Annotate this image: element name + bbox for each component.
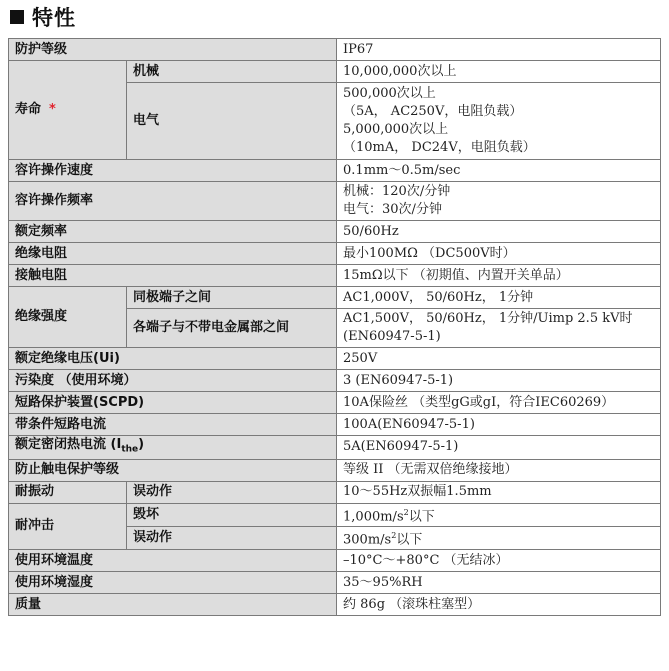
spec-value-shock-destruction [337,503,661,526]
spec-label: 带条件短路电流 [9,414,337,436]
spec-value: 5A(EN60947-5-1) [337,436,661,460]
subscript: the [121,444,139,455]
spec-label-thermal [9,436,337,460]
value-line: （10mA， DC24V，电阻负载） [343,140,536,155]
spec-sublabel: 误动作 [127,526,337,549]
table-row [9,572,661,594]
value-line: 机械：120次/分钟 [343,184,451,199]
spec-sublabel: 各端子与不带电金属部之间 [127,309,337,348]
spec-label: 耐冲击 [9,503,127,550]
table-row [9,160,661,182]
spec-label: 容许操作频率 [9,182,337,221]
spec-label: 额定绝缘电压(Ui) [9,348,337,370]
spec-label: 寿命 [15,102,42,117]
spec-value: 10A保险丝 （类型gG或gI，符合IEC60269） [337,392,661,414]
spec-sublabel: 同极端子之间 [127,287,337,309]
spec-value: 10,000,000次以上 [337,61,661,83]
value-line: 电气：30次/分钟 [343,202,442,217]
spec-value: 等级 II （无需双倍绝缘接地） [337,459,661,481]
spec-value: 最小100MΩ （DC500V时） [337,243,661,265]
table-row [9,348,661,370]
square-bullet-icon [10,10,24,24]
spec-label: 短路保护装置(SCPD) [9,392,337,414]
spec-label-life [9,61,127,160]
value-line: AC1,500V， 50/60Hz， 1分钟/Uimp 2.5 kV时 [343,311,633,326]
spec-value-multiline [337,83,661,160]
spec-label: 绝缘电阻 [9,243,337,265]
spec-value: 15mΩ以下 （初期值、内置开关单品） [337,265,661,287]
superscript: 2 [391,530,397,540]
spec-label: 污染度 （使用环境） [9,370,337,392]
value-end: 以下 [408,508,435,524]
table-row [9,550,661,572]
spec-value: 3 (EN60947-5-1) [337,370,661,392]
table-row [9,182,661,221]
table-row [9,265,661,287]
spec-label: 耐振动 [9,481,127,503]
spec-label: 绝缘强度 [9,287,127,348]
section-heading [8,2,76,32]
spec-value: 50/60Hz [337,221,661,243]
spec-label: 使用环境湿度 [9,572,337,594]
table-row [9,459,661,481]
note-asterisk: * [49,102,56,117]
spec-label: 使用环境温度 [9,550,337,572]
spec-value: 250V [337,348,661,370]
table-row [9,287,661,309]
value-line: （5A， AC250V，电阻负载） [343,104,523,119]
spec-value: 0.1mm～0.5m/sec [337,160,661,182]
spec-label: 防护等级 [9,39,337,61]
value-line: 500,000次以上 [343,86,436,101]
spec-sublabel: 误动作 [127,481,337,503]
spec-label: 额定频率 [9,221,337,243]
superscript: 2 [403,507,409,517]
table-row [9,39,661,61]
spec-value-multiline [337,182,661,221]
spec-value-multiline [337,309,661,348]
spec-label: 接触电阻 [9,265,337,287]
spec-label: 防止触电保护等级 [9,459,337,481]
spec-value: –10°C～+80°C （无结冰） [337,550,661,572]
spec-sublabel: 毁坏 [127,503,337,526]
spec-value: 约 86g （滚珠柱塞型） [337,594,661,616]
spec-label: 质量 [9,594,337,616]
spec-value: 35～95%RH [337,572,661,594]
table-row [9,481,661,503]
spec-value: 100A(EN60947-5-1) [337,414,661,436]
value-end: 以下 [396,532,423,548]
value-main: 1,000m/s [343,508,404,524]
table-row [9,392,661,414]
table-row [9,370,661,392]
spec-sublabel: 电气 [127,83,337,160]
section-title: 特性 [32,6,76,30]
value-line: 5,000,000次以上 [343,122,449,137]
spec-value: IP67 [337,39,661,61]
table-row [9,61,661,83]
table-row [9,503,661,526]
spec-label-end: ) [138,437,145,452]
spec-value: AC1,000V， 50/60Hz， 1分钟 [337,287,661,309]
table-row [9,221,661,243]
spec-label: 额定密闭热电流 (I [15,437,122,452]
table-row [9,436,661,460]
spec-value-shock-malfunction [337,526,661,549]
value-main: 300m/s [343,532,392,548]
specifications-table [8,38,661,616]
spec-value: 10～55Hz双振幅1.5mm [337,481,661,503]
spec-label: 容许操作速度 [9,160,337,182]
spec-sublabel: 机械 [127,61,337,83]
value-line: (EN60947-5-1) [343,329,441,344]
table-row [9,594,661,616]
table-row [9,243,661,265]
table-row [9,414,661,436]
